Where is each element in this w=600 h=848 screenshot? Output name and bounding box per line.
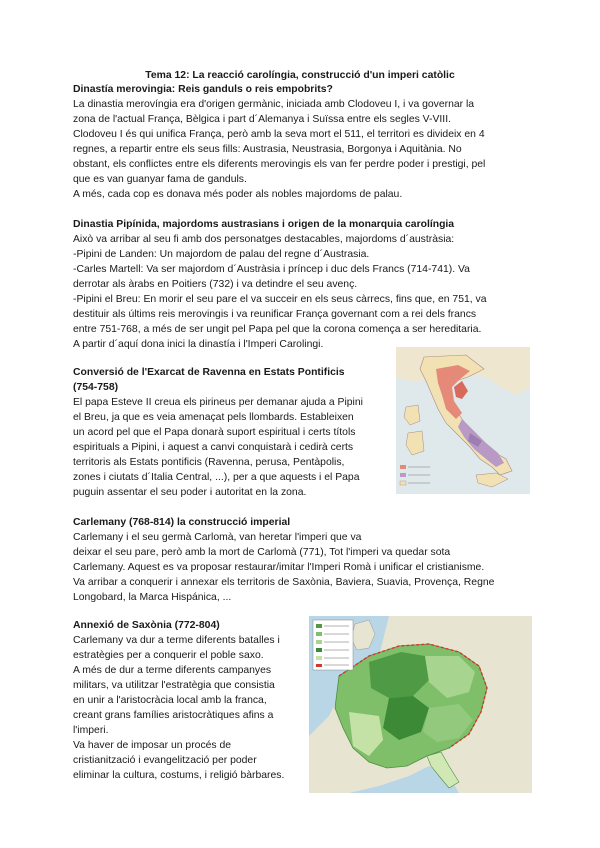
paragraph-line: cristianització i evangelització per poder (73, 755, 257, 766)
empire-map-graphic (309, 616, 532, 793)
paragraph-line: Va haver de imposar un procés de (73, 740, 232, 751)
paragraph-line: Això va arribar al seu fi amb dos personatges destacables, majordoms d´austràsia: (73, 234, 455, 245)
paragraph-line: estratègies per a conquerir el poble saxo. (73, 650, 264, 661)
paragraph-line: -Pipini de Landen: Un majordom de palau del regne d´Austrasia. (73, 249, 370, 260)
page-title: Tema 12: La reacció carolíngia, construcció d'un imperi catòlic (145, 70, 455, 81)
paragraph-line: un acord pel que el Papa donarà suport espiritual i certs títols (73, 427, 356, 438)
paragraph-line: creant grans famílies aristocràtiques afins a (73, 710, 274, 721)
paragraph-line: zona de l'actual França, Bèlgica i part d´Alemanya i Suïssa entre els segles V-VIII. (73, 114, 451, 125)
paragraph-line: Clodoveu I és qui unifica França, però amb la seva mort el 511, el territori es divideix en 4 (73, 129, 485, 140)
section-heading-pipinida: Dinastia Pipínida, majordoms austrasians i origen de la monarquia carolíngia (73, 219, 455, 230)
paragraph-line: eliminar la cultura, costums, i religió bàrbares. (73, 770, 285, 781)
paragraph-line: obstant, els conflictes entre els diferents merovingis els van fer perdre poder i prestigi, pel (73, 159, 486, 170)
carolingian-empire-map (309, 616, 532, 793)
paragraph-line: territoris als Estats pontificis (Ravenna, perusa, Pentàpolis, (73, 457, 345, 468)
section-heading-ravenna: Conversió de l'Exarcat de Ravenna en Estats Pontificis (73, 367, 345, 378)
paragraph-line: Carlemany. Aquest es va proposar restaurar/imitar l'Imperi Romà i unificar el cristianisme. (73, 562, 485, 573)
italy-papal-states-map (396, 347, 530, 494)
paragraph-line: A més, cada cop es donava més poder als nobles majordoms de palau. (73, 189, 403, 200)
section-heading-carlemany: Carlemany (768-814) la construcció imperial (73, 517, 291, 528)
paragraph-line: militars, va utilitzar l'estratègia que consistia (73, 680, 275, 691)
paragraph-line: El papa Esteve II creua els pirineus per demanar ajuda a Pipini (73, 397, 363, 408)
paragraph-line: A partir d´aquí dona inici la dinastía i l'Imperi Carolingi. (73, 339, 324, 350)
paragraph-line: el Breu, ja que es veia amenaçat pels llombards. Estableixen (73, 412, 354, 423)
section-heading-ravenna-dates: (754-758) (73, 382, 119, 393)
section-heading-merovingia: Dinastía merovingia: Reis ganduls o reis empobrits? (73, 84, 333, 95)
paragraph-line: destituir als últims reis merovingis i va reunificar França governant com a rei dels francs (73, 309, 477, 320)
section-heading-saxonia: Annexió de Saxònia (772-804) (73, 620, 220, 631)
paragraph-line: espirituals a Pipini, i aquest a canvi conquistarà i cedirà certs (73, 442, 354, 453)
paragraph-line: l'imperi. (73, 725, 109, 736)
paragraph-line: zones i ciutats d´Italia Central, ...), per a que aquests i el Papa (73, 472, 360, 483)
paragraph-line: Longobard, la Marca Hispánica, ... (73, 592, 232, 603)
paragraph-line: derrotar als àrabs en Poitiers (732) i va detindre el seu avenç. (73, 279, 358, 290)
paragraph-line: Carlemany va dur a terme diferents batalles i (73, 635, 280, 646)
paragraph-line: -Carles Martell: Va ser majordom d´Austràsia i príncep i duc dels Francs (714-741). Va (73, 264, 470, 275)
paragraph-line: Carlemany i el seu germà Carlomà, van heretar l'imperi que va (73, 532, 362, 543)
paragraph-line: La dinastia merovíngia era d'origen germànic, iniciada amb Clodoveu I, i va governar la (73, 99, 475, 110)
paragraph-line: A més de dur a terme diferents campanyes (73, 665, 272, 676)
paragraph-line: entre 751-768, a més de ser ungit pel Papa pel que la corona comença a ser hereditaria. (73, 324, 482, 335)
paragraph-line: Va arribar a conquerir i annexar els territoris de Saxònia, Baviera, Suavia, Provença, Regne (73, 577, 495, 588)
italy-map-graphic (396, 347, 530, 494)
paragraph-line: deixar el seu pare, però amb la mort de Carlomà (771), Tot l'imperi va quedar sota (73, 547, 451, 558)
paragraph-line: -Pipini el Breu: En morir el seu pare el va succeir en els seus càrrecs, fins que, en 751, va (73, 294, 487, 305)
paragraph-line: en unir a l'aristocràcia local amb la franca, (73, 695, 267, 706)
paragraph-line: puguin assentar el seu poder i autoritat en la zona. (73, 487, 307, 498)
paragraph-line: que es van guanyar fama de ganduls. (73, 174, 247, 185)
paragraph-line: regnes, a repartir entre els seus fills: Austrasia, Neustrasia, Borgonya i Aquitània. No (73, 144, 462, 155)
